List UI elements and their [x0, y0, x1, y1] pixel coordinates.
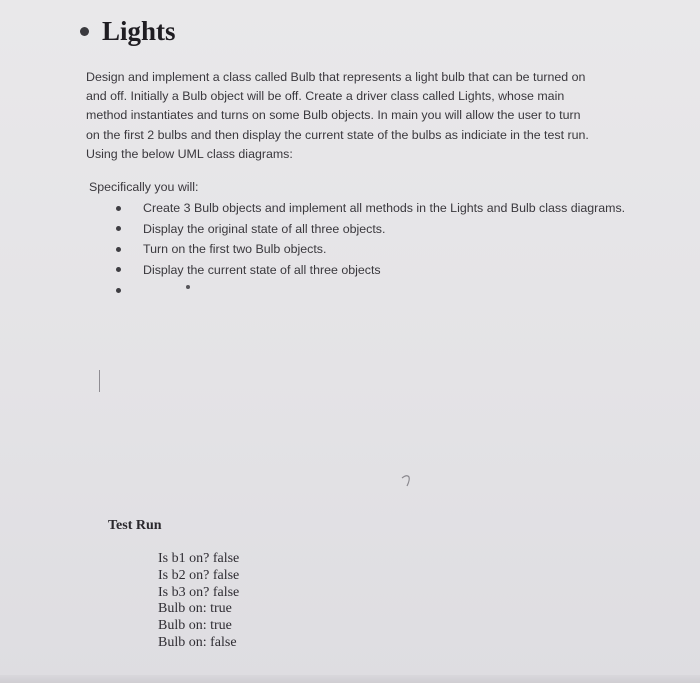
heading-bullet-icon [80, 27, 89, 36]
list-item [116, 219, 625, 240]
bullet-icon [116, 226, 121, 231]
output-line: Is b1 on? false [158, 551, 240, 566]
test-run-title: Test Run [108, 518, 162, 533]
output-line: Is b2 on? false [158, 567, 240, 583]
intro-line: Design and implement a class called Bulb that represents a light bulb that can be turned on [86, 70, 586, 84]
intro-line: and off. Initially a Bulb object will be off. Create a driver class called Lights, whose main [86, 89, 565, 104]
intro-line: Using the below UML class diagrams: [86, 146, 293, 161]
bullet-icon [116, 267, 121, 272]
output-line: Bulb on: true [158, 601, 232, 617]
intro-line: on the first 2 bulbs and then display the current state of the bulbs as indiciate in the test run. [86, 127, 589, 142]
list-item [116, 280, 625, 301]
list-item-text: Turn on the first two Bulb objects. [143, 242, 327, 257]
specifics-intro: Specifically you will: [89, 180, 199, 194]
bullet-icon [116, 206, 121, 211]
page-bottom-edge [0, 675, 700, 683]
output-line: Bulb on: false [158, 634, 237, 650]
heading-title: Lights [102, 16, 176, 46]
list-item [116, 260, 625, 281]
test-run-output [158, 551, 239, 652]
intro-paragraph [86, 68, 671, 164]
intro-line: method instantiates and turns on some Bulb objects. In main you will allow the user to turn [86, 108, 581, 123]
list-item-text: Display the current state of all three objects [143, 262, 381, 277]
list-item-text: Create 3 Bulb objects and implement all methods in the Lights and Bulb class diagrams. [143, 201, 626, 216]
list-item-text: Display the original state of all three objects. [143, 221, 386, 236]
output-line: Is b3 on? false [158, 584, 240, 600]
specifics-list [116, 198, 625, 301]
stray-dot-icon [186, 285, 190, 289]
stray-hook-mark-icon [400, 473, 412, 487]
list-item [116, 239, 625, 260]
bullet-icon [116, 247, 121, 252]
bullet-icon [116, 288, 121, 293]
stray-pen-mark-icon [99, 370, 100, 392]
section-heading [80, 16, 176, 47]
list-item [116, 198, 625, 219]
output-line: Bulb on: true [158, 618, 232, 634]
